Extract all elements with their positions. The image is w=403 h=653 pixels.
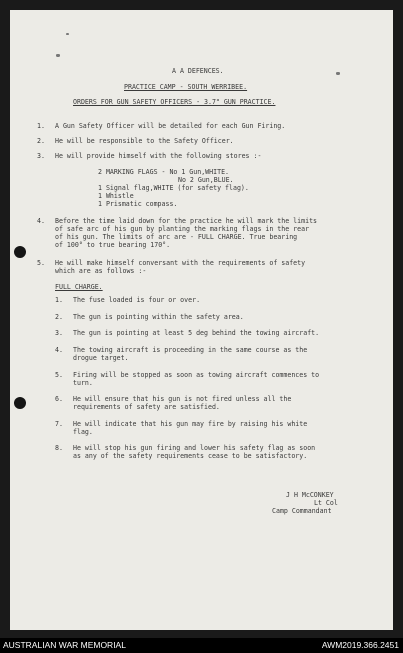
heading-defences: A A DEFENCES. [172,67,224,75]
item-text: of 100° to true bearing 170°. [55,241,171,249]
signature-title: Camp Commandant [272,507,332,515]
ink-speck [336,72,340,75]
item-text: A Gun Safety Officer will be detailed for each Gun Firing. [55,122,286,130]
item-number: 3. [37,152,45,160]
condition-number: 8. [55,444,63,452]
item-text: which are as follows :- [55,267,147,275]
condition-text: requirements of safety are satisfied. [73,403,220,411]
condition-number: 7. [55,420,63,428]
condition-text: turn. [73,379,93,387]
store-line: 1 Whistle [98,192,134,200]
item-number: 5. [37,259,45,267]
condition-number: 3. [55,329,63,337]
heading-practice-camp: PRACTICE CAMP - SOUTH WERRIBEE. [124,83,248,91]
item-text: Before the time laid down for the practice he will mark the limits [55,217,318,225]
item-number: 4. [37,217,45,225]
store-line: 2 MARKING FLAGS - No 1 Gun,WHITE. [98,168,230,176]
punch-hole [14,397,26,409]
item-text: He will make himself conversant with the requirements of safety [55,259,306,267]
condition-text: He will indicate that his gun may fire by raising his white [73,420,308,428]
signature-name: J H McCONKEY [286,491,334,499]
item-number: 1. [37,122,45,130]
condition-text: He will ensure that his gun is not fired unless all the [73,395,292,403]
item-text: of safe arc of his gun by planting the marking flags in the rear [55,225,310,233]
store-line: 1 Signal flag,WHITE (for safety flag). [98,184,249,192]
condition-text: The gun is pointing within the safety area. [73,313,244,321]
item-text: He will be responsible to the Safety Officer. [55,137,234,145]
condition-number: 4. [55,346,63,354]
full-charge-heading: FULL CHARGE. [55,283,103,291]
store-line: 1 Prismatic compass. [98,200,178,208]
item-text: of his gun. The limits of arc are - FULL CHARGE. True bearing [55,233,298,241]
item-text: He will provide himself with the following stores :- [55,152,262,160]
item-number: 2. [37,137,45,145]
footer-accession-number: AWM2019.366.2451 [321,640,399,650]
condition-text: flag. [73,428,93,436]
condition-text: as any of the safety requirements cease to be satisfactory. [73,452,308,460]
signature-rank: Lt Col [314,499,338,507]
condition-text: The gun is pointing at least 5 deg behind the towing aircraft. [73,329,320,337]
condition-text: The towing aircraft is proceeding in the same course as the [73,346,308,354]
store-line: No 2 Gun,BLUE. [178,176,234,184]
condition-text: He will stop his gun firing and lower his safety flag as soon [73,444,316,452]
condition-text: The fuse loaded is four or over. [73,296,201,304]
condition-number: 6. [55,395,63,403]
archive-footer [0,638,403,653]
ink-speck [66,33,69,35]
ink-speck [56,54,60,57]
punch-hole [14,246,26,258]
condition-number: 1. [55,296,63,304]
footer-institution: AUSTRALIAN WAR MEMORIAL [3,640,126,650]
condition-text: Firing will be stopped as soon as towing aircraft commences to [73,371,320,379]
condition-number: 2. [55,313,63,321]
document-page [10,10,393,630]
heading-orders: ORDERS FOR GUN SAFETY OFFICERS - 3.7" GUN PRACTICE. [73,98,276,106]
condition-text: drogue target. [73,354,129,362]
condition-number: 5. [55,371,63,379]
